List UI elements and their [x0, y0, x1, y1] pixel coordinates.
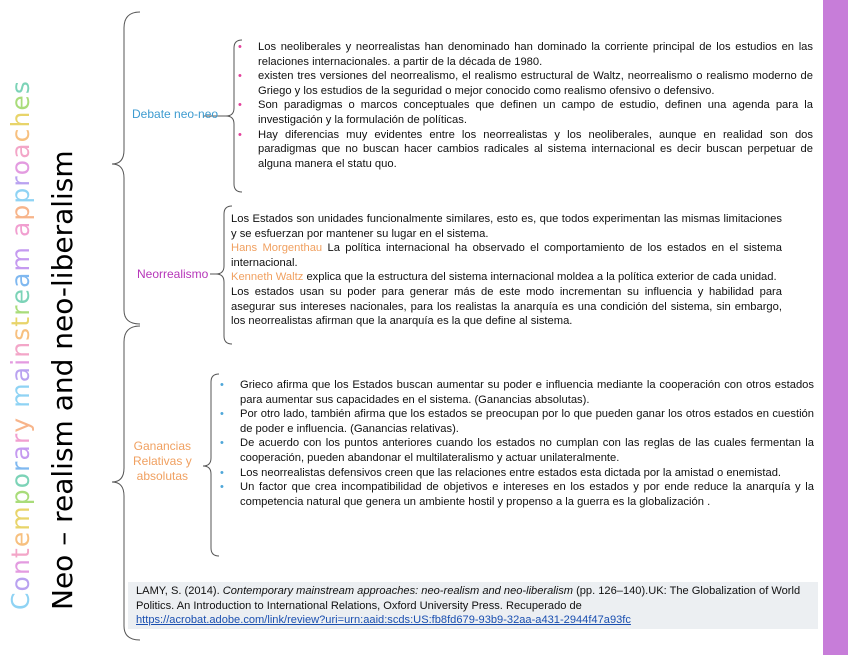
bullet-icon: • [238, 128, 242, 141]
bullet-icon: • [220, 408, 224, 421]
label-debate-neo-neo: Debate neo-neo [132, 107, 219, 121]
label-ganancias [133, 439, 192, 484]
neorrealismo-text [231, 212, 782, 329]
reference-link[interactable]: https://acrobat.adobe.com/link/review?uri=urn:aaid:scds:US:fb8fd679-93b9-32aa-a431-2944f47a93fc [136, 614, 631, 626]
author-hans-morgenthau: Hans Morgenthau [231, 242, 323, 255]
main-title: Neo – realism and neo-liberalism [46, 150, 79, 610]
list-item: • Un factor que crea incompatibilidad de objetivos e intereses en los estados y por ende reduce la anarquía y la competencia natural que genera un ambiente hostil y propenso a la guerra es la globalización . [220, 481, 814, 508]
paragraph: Hans Morgenthau La política internacional ha observado el comportamiento de los estados en el sistema internacional. [231, 242, 782, 269]
paragraph: Los Estados son unidades funcionalmente similares, esto es, que todos experimentan las mismas limitaciones y se esfuerzan por mantener su lugar en el sistema. [231, 213, 782, 240]
debate-list [236, 40, 813, 171]
ganancias-list [218, 378, 814, 509]
list-item: • Grieco afirma que los Estados buscan aumentar su poder e influencia mediante la cooperación con otros estados para aumentar sus capacidades en el sistema. (Ganancias absolutas). [220, 379, 814, 406]
bullet-icon: • [238, 99, 242, 112]
ganancias-bracket [203, 374, 219, 556]
label-neorrealismo: Neorrealismo [137, 267, 209, 281]
list-item: • Por otro lado, también afirma que los estados se preocupan por lo que pueden ganar los otros estados en cuestión de poder e influencia. (Ganancias relativas). [220, 408, 814, 435]
list-item: • De acuerdo con los puntos anteriores cuando los estados no cumplan con las reglas de las cuales fermentan la cooperación, pueden abandonar el multilateralismo y actuar unilateralmente. [220, 437, 814, 464]
outer-bracket-top [112, 12, 140, 324]
bullet-icon: • [238, 41, 242, 53]
bullet-icon: • [238, 70, 242, 83]
list-item: • Hay diferencias muy evidentes entre los neorrealistas y los neoliberales, aunque en realidad son dos paradigmas que no buscan hacer cambios radicales al sistema internacional es decir buscan perpetuar de alguna manera el statu quo. [238, 128, 813, 170]
paragraph: Los estados usan su poder para generar más de este modo incrementan su influencia y habilidad para asegurar sus intereses nacionales, para los realistas la anarquía es una condición del sistema, sin embargo, los neorrealistas afirman que la anarquía es la que define al sistema. [231, 285, 782, 328]
bullet-icon: • [220, 437, 224, 450]
label-ganancias-line: Relativas y [133, 454, 192, 468]
paragraph: Kenneth Waltz explica que la estructura del sistema internacional moldea a la política exterior de cada unidad. [231, 271, 777, 284]
list-item: • existen tres versiones del neorrealismo, el realismo estructural de Waltz, neorrealismo o realismo moderno de Griego y los estudios de la seguridad o mejor conocido como realismo ofensivo o defensivo. [238, 70, 813, 97]
label-ganancias-line: Ganancias [133, 439, 192, 453]
label-ganancias-line: absolutas [136, 469, 189, 483]
bullet-icon: • [220, 481, 224, 494]
list-item: • Los neorrealistas defensivos creen que las relaciones entre estados esta dictada por la amistad o enemistad. [220, 466, 782, 479]
reference-box: LAMY, S. (2014). Contemporary mainstream approaches: neo-realism and neo-liberalism (pp. 126–140).UK: The Globalization of World Politics. An Introduction to International Relations, Oxford University Press. Recuperado de https://acrobat.adobe.com/link/review?uri=urn:aaid:scds:US:fb8fd679-93b9-32aa-a431-2944f47a93fc [128, 582, 818, 629]
bullet-icon: • [220, 466, 224, 479]
author-kenneth-waltz: Kenneth Waltz [231, 271, 304, 284]
bullet-icon: • [220, 379, 224, 391]
subtitle-colorful: Contemporary mainstream approaches [6, 79, 35, 610]
neorrealismo-bracket [216, 206, 232, 344]
reference-title: Contemporary mainstream approaches: neo-realism and neo-liberalism [222, 585, 573, 597]
list-item: • Los neoliberales y neorrealistas han denominado han dominado la corriente principal de los estudios en las relaciones internacionales. a partir de la década de 1980. [238, 41, 813, 68]
list-item: • Son paradigmas o marcos conceptuales que definen un campo de estudio, definen una agenda para la investigación y la formulación de políticas. [238, 99, 813, 126]
